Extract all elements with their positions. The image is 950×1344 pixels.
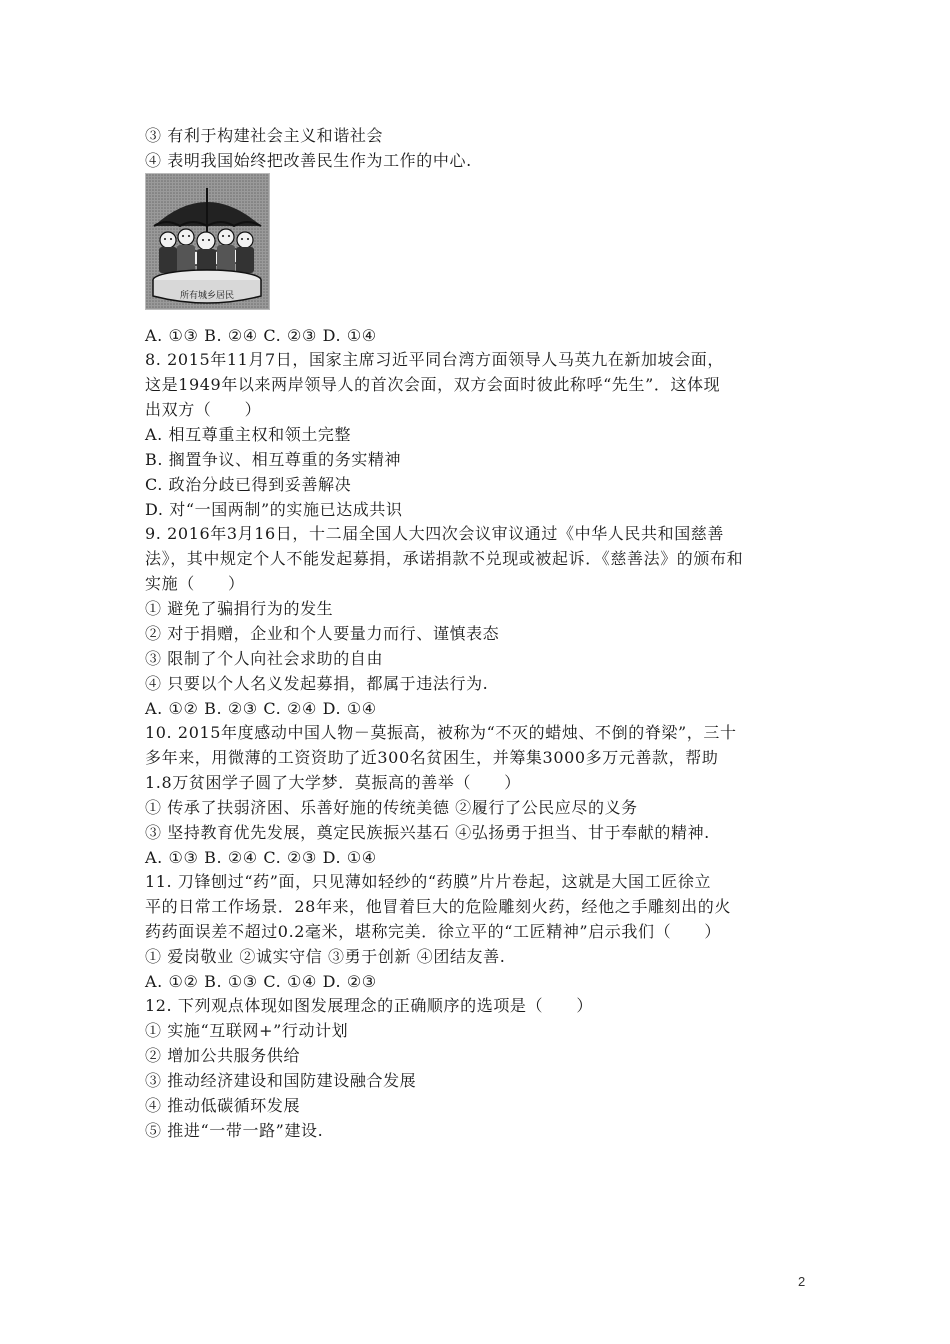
umbrella-cartoon-image: [145, 173, 270, 310]
question-8-text: 8. 2015年11月7日，国家主席习近平同台湾方面领导人马英九在新加坡会面，: [145, 350, 725, 369]
statement-item: ③ 坚持教育优先发展，奠定民族振兴基石 ④弘扬勇于担当、甘于奉献的精神.: [145, 823, 710, 842]
question-9-text: 实施（ ）: [145, 574, 245, 593]
statement-item: ⑤ 推进“一带一路”建设.: [145, 1121, 324, 1140]
statement-item: ① 避免了骗捐行为的发生: [145, 599, 334, 618]
statement-item: ④ 推动低碳循环发展: [145, 1096, 301, 1115]
statement-item: ④ 只要以个人名义发起募捐，都属于违法行为.: [145, 674, 489, 693]
question-9-text: 法》，其中规定个人不能发起募捐，承诺捐款不兑现或被起诉．《慈善法》的颁布和: [145, 549, 744, 568]
statement-item: ① 爱岗敬业 ②诚实守信 ③勇于创新 ④团结友善.: [145, 947, 506, 966]
question-8-text: 出双方（ ）: [145, 400, 262, 419]
question-10-text: 10. 2015年度感动中国人物－莫振高，被称为“不灭的蜡烛、不倒的脊梁”，三十: [145, 723, 737, 742]
question-11-text: 11. 刀锋刨过“药”面，只见薄如轻纱的“药膜”片片卷起，这就是大国工匠徐立: [145, 872, 712, 891]
answer-choices: A. ①③ B. ②④ C. ②③ D. ①④: [145, 848, 377, 867]
option-d: D. 对“一国两制”的实施已达成共识: [145, 500, 403, 519]
text-line: ④ 表明我国始终把改善民生作为工作的中心.: [145, 151, 472, 170]
statement-item: ③ 限制了个人向社会求助的自由: [145, 649, 384, 668]
answer-choices: A. ①② B. ①③ C. ①④ D. ②③: [145, 972, 377, 991]
text-line: ③ 有利于构建社会主义和谐社会: [145, 126, 384, 145]
question-11-text: 药药面误差不超过0.2毫米，堪称完美．徐立平的“工匠精神”启示我们（ ）: [145, 922, 722, 941]
option-c: C. 政治分歧已得到妥善解决: [145, 475, 352, 494]
question-9-text: 9. 2016年3月16日，十二届全国人大四次会议审议通过《中华人民共和国慈善: [145, 524, 725, 543]
cartoon-illustration: [146, 174, 269, 309]
statement-item: ① 传承了扶弱济困、乐善好施的传统美德 ②履行了公民应尽的义务: [145, 798, 638, 817]
statement-item: ② 增加公共服务供给: [145, 1046, 301, 1065]
statement-item: ② 对于捐赠，企业和个人要量力而行、谨慎表态: [145, 624, 500, 643]
answer-choices: A. ①③ B. ②④ C. ②③ D. ①④: [145, 326, 377, 345]
statement-item: ③ 推动经济建设和国防建设融合发展: [145, 1071, 417, 1090]
statement-item: ① 实施“互联网+”行动计划: [145, 1021, 349, 1040]
question-8-text: 这是1949年以来两岸领导人的首次会面，双方会面时彼此称呼“先生”．这体现: [145, 375, 721, 394]
question-10-text: 多年来，用微薄的工资资助了近300名贫困生，并筹集3000多万元善款，帮助: [145, 748, 719, 767]
question-11-text: 平的日常工作场景．28年来，他冒着巨大的危险雕刻火药，经他之手雕刻出的火: [145, 897, 731, 916]
answer-choices: A. ①② B. ②③ C. ②④ D. ①④: [145, 699, 377, 718]
page-number: 2: [798, 1274, 806, 1289]
cartoon-banner-text: 所有城乡居民: [179, 291, 235, 301]
option-b: B. 搁置争议、相互尊重的务实精神: [145, 450, 402, 469]
question-12-text: 12. 下列观点体现如图发展理念的正确顺序的选项是（ ）: [145, 996, 593, 1015]
option-a: A. 相互尊重主权和领土完整: [145, 425, 352, 444]
question-10-text: 1.8万贫困学子圆了大学梦．莫振高的善举（ ）: [145, 773, 521, 792]
